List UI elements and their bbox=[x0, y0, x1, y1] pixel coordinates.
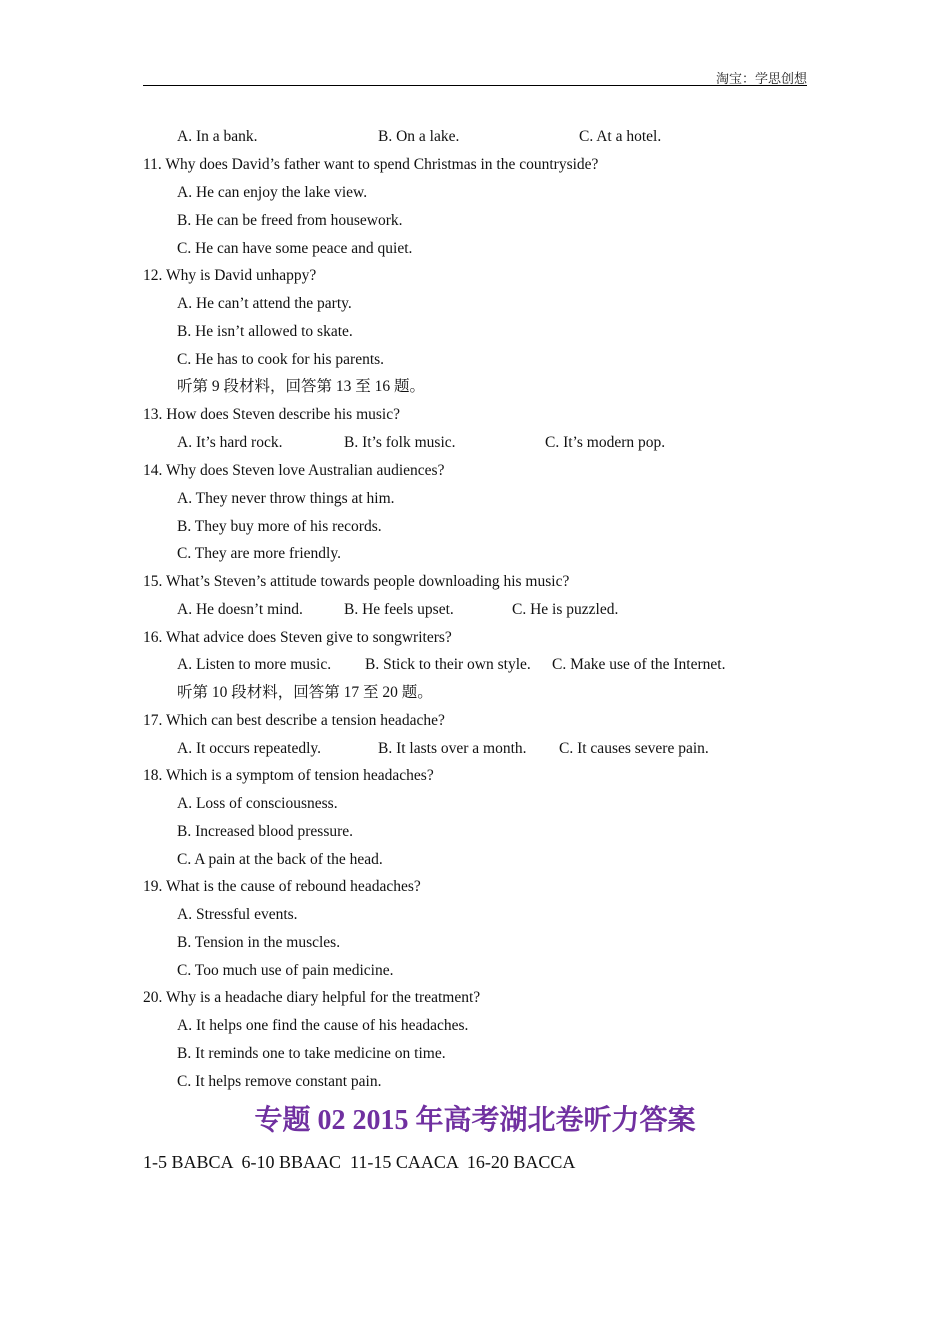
q20-option-c: C. It helps remove constant pain. bbox=[177, 1073, 382, 1090]
section-10-instruction: 听第 10 段材料，回答第 17 至 20 题。 bbox=[177, 684, 433, 701]
q20-stem: 20. Why is a headache diary helpful for the treatment? bbox=[143, 989, 481, 1006]
header-text: 淘宝：学思创想 bbox=[715, 71, 807, 86]
q19-option-c: C. Too much use of pain medicine. bbox=[177, 962, 394, 979]
q15-stem: 15. What’s Steven’s attitude towards people downloading his music? bbox=[143, 573, 570, 590]
q11-option-b: B. He can be freed from housework. bbox=[177, 212, 403, 229]
q16-option-c: C. Make use of the Internet. bbox=[552, 656, 726, 673]
q18-stem: 18. Which is a symptom of tension headaches? bbox=[143, 767, 434, 784]
q11-option-a: A. He can enjoy the lake view. bbox=[177, 184, 368, 201]
q18-option-c: C. A pain at the back of the head. bbox=[177, 851, 383, 868]
q17-option-a: A. It occurs repeatedly. bbox=[177, 740, 322, 757]
q10-option-b: B. On a lake. bbox=[378, 128, 460, 145]
q16-option-b: B. Stick to their own style. bbox=[365, 656, 531, 673]
q15-option-b: B. He feels upset. bbox=[344, 601, 454, 618]
q14-stem: 14. Why does Steven love Australian audiences? bbox=[143, 462, 445, 479]
q12-stem: 12. Why is David unhappy? bbox=[143, 267, 317, 284]
q14-option-c: C. They are more friendly. bbox=[177, 545, 341, 562]
q17-option-b: B. It lasts over a month. bbox=[378, 740, 527, 757]
q14-option-a: A. They never throw things at him. bbox=[177, 490, 395, 507]
q12-option-c: C. He has to cook for his parents. bbox=[177, 351, 385, 368]
q10-option-a: A. In a bank. bbox=[177, 128, 258, 145]
section-9-instruction: 听第 9 段材料，回答第 13 至 16 题。 bbox=[177, 378, 426, 395]
q15-option-c: C. He is puzzled. bbox=[512, 601, 619, 618]
q17-stem: 17. Which can best describe a tension headache? bbox=[143, 712, 445, 729]
q19-option-a: A. Stressful events. bbox=[177, 906, 298, 923]
q19-option-b: B. Tension in the muscles. bbox=[177, 934, 341, 951]
q20-option-a: A. It helps one find the cause of his headaches. bbox=[177, 1017, 469, 1034]
q11-stem: 11. Why does David’s father want to spend Christmas in the countryside? bbox=[143, 156, 599, 173]
q13-stem: 13. How does Steven describe his music? bbox=[143, 406, 400, 423]
q12-option-a: A. He can’t attend the party. bbox=[177, 295, 352, 312]
q17-option-c: C. It causes severe pain. bbox=[559, 740, 709, 757]
q11-option-c: C. He can have some peace and quiet. bbox=[177, 240, 413, 257]
q20-option-b: B. It reminds one to take medicine on time. bbox=[177, 1045, 446, 1062]
q15-option-a: A. He doesn’t mind. bbox=[177, 601, 303, 618]
answer-key: 1-5 BABCA 6-10 BBAAC 11-15 CAACA 16-20 BACCA bbox=[143, 1152, 576, 1172]
q16-option-a: A. Listen to more music. bbox=[177, 656, 332, 673]
q19-stem: 19. What is the cause of rebound headaches? bbox=[143, 878, 421, 895]
q14-option-b: B. They buy more of his records. bbox=[177, 518, 382, 535]
q13-option-a: A. It’s hard rock. bbox=[177, 434, 283, 451]
q10-option-c: C. At a hotel. bbox=[579, 128, 662, 145]
q18-option-b: B. Increased blood pressure. bbox=[177, 823, 354, 840]
header-divider bbox=[143, 85, 807, 86]
q13-option-b: B. It’s folk music. bbox=[344, 434, 456, 451]
q13-option-c: C. It’s modern pop. bbox=[545, 434, 666, 451]
q18-option-a: A. Loss of consciousness. bbox=[177, 795, 338, 812]
q12-option-b: B. He isn’t allowed to skate. bbox=[177, 323, 353, 340]
answer-section-title: 专题 02 2015 年高考湖北卷听力答案 bbox=[254, 1105, 696, 1136]
q16-stem: 16. What advice does Steven give to songwriters? bbox=[143, 629, 452, 646]
